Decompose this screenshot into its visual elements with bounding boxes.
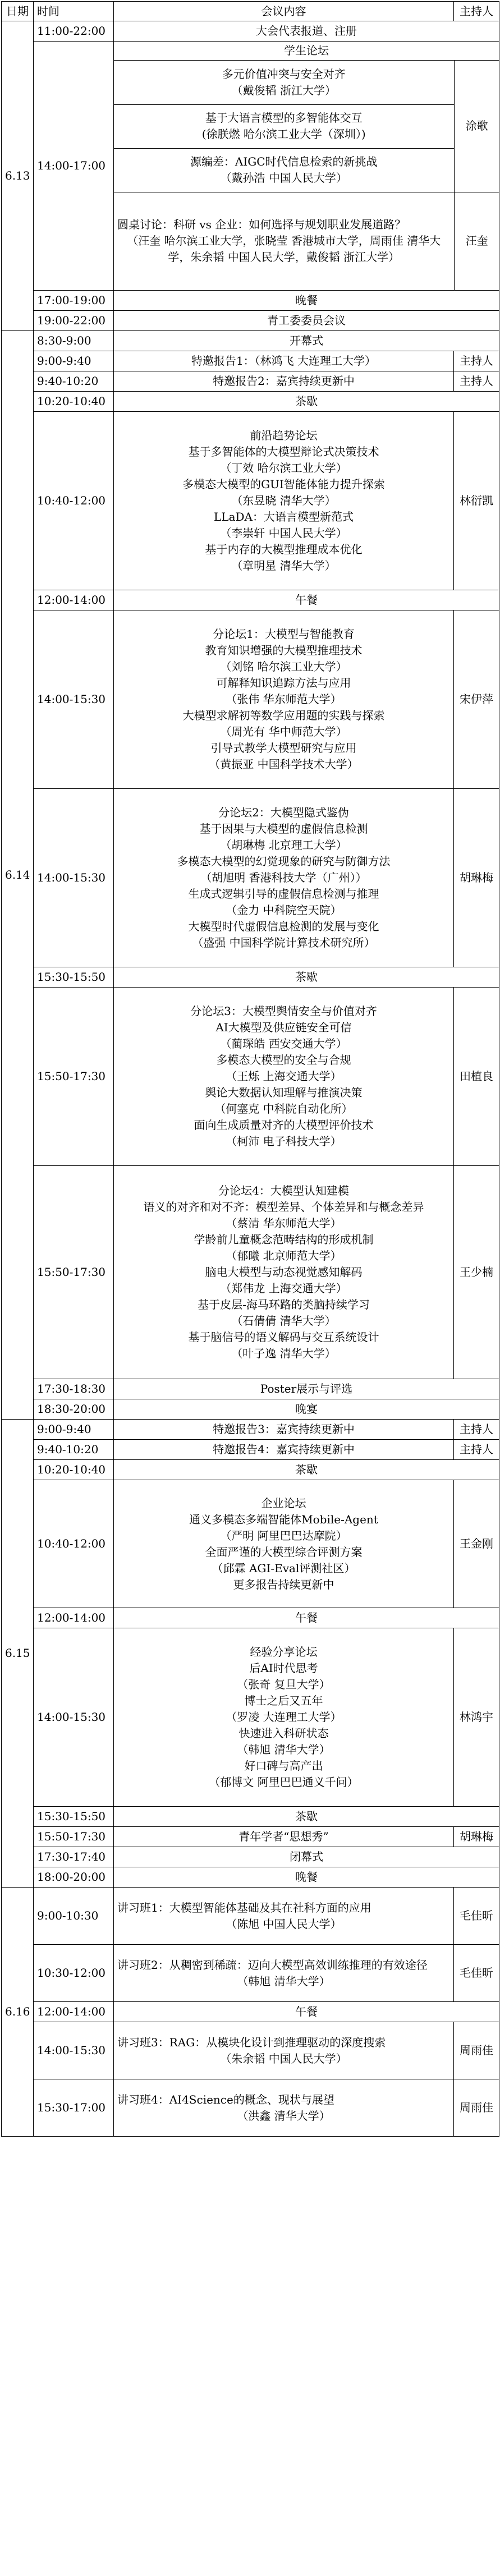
row-content: 午餐 <box>114 2002 499 2022</box>
talk-title: 面向生成质量对齐的大模型评价技术 <box>194 1118 374 1132</box>
talk-title: 教育知识增强的大模型推理技术 <box>205 644 363 657</box>
row-time: 15:30-15:50 <box>34 967 114 988</box>
host-cell: 主持人 <box>454 351 499 371</box>
row-content: 青年学者“思想秀” <box>114 1827 454 1847</box>
host-cell: 王金刚 <box>454 1480 499 1608</box>
table-row <box>2 1440 499 1460</box>
table-row <box>2 967 499 988</box>
table-row <box>2 1460 499 1480</box>
talk-speaker: （丁效 哈尔滨工业大学） <box>220 461 347 475</box>
table-row <box>2 2022 499 2079</box>
workshop-title: 讲习班1：大模型智能体基础及其在社科方面的应用 <box>117 1900 371 1914</box>
talk-title: 多模态大模型的GUI智能体能力提升探索 <box>182 477 385 491</box>
forum-title: 分论坛1：大模型与智能教育 <box>213 627 355 641</box>
row-time: 9:00-9:40 <box>34 1420 114 1440</box>
row-time: 17:00-19:00 <box>34 291 114 311</box>
row-content: 特邀报告3：嘉宾持续更新中 <box>114 1420 454 1440</box>
host-cell: 胡琳梅 <box>454 1827 499 1847</box>
talk-title: 后AI时代思考 <box>249 1661 318 1675</box>
row-time: 19:00-22:00 <box>34 311 114 331</box>
day-date: 6.16 <box>2 1888 34 2137</box>
host-cell: 主持人 <box>454 371 499 392</box>
host-cell: 胡琳梅 <box>454 789 499 967</box>
talk-speaker: （韩旭 清华大学） <box>237 1743 331 1756</box>
forum-block <box>114 412 454 590</box>
row-time: 10:40-12:00 <box>34 1480 114 1608</box>
header-host: 主持人 <box>454 2 499 21</box>
header-date: 日期 <box>2 2 34 21</box>
talk-title: 更多报告持续更新中 <box>233 1577 334 1591</box>
host-cell: 周雨佳 <box>454 2079 499 2137</box>
day-date: 6.15 <box>2 1420 34 1888</box>
talk-title: 大模型求解初等数学应用题的实践与探索 <box>182 709 385 722</box>
talk-speaker: （金力 中科院空天院） <box>226 903 342 917</box>
forum-block <box>114 1480 454 1608</box>
row-time: 18:00-20:00 <box>34 1867 114 1888</box>
row-time: 12:00-14:00 <box>34 590 114 610</box>
row-content: 晚餐 <box>114 291 499 311</box>
forum-title: 前沿趋势论坛 <box>250 429 318 442</box>
row-content: 茶歇 <box>114 967 499 988</box>
table-row <box>2 1807 499 1827</box>
forum-title: 经验分享论坛 <box>250 1645 318 1659</box>
talk-speaker: （刘铭 哈尔滨工业大学） <box>220 660 347 673</box>
workshop-block <box>114 2079 454 2137</box>
header-time: 时间 <box>34 2 114 21</box>
talk-title: 可解释知识追踪方法与应用 <box>216 676 351 690</box>
talk-speaker: （严明 阿里巴巴达摩院） <box>220 1528 347 1542</box>
talk-speaker: （叶子逸 清华大学） <box>231 1347 336 1360</box>
row-time: 11:00-22:00 <box>34 21 114 42</box>
talk-title: 语义的对齐和对不齐：模型差异、个体差异和与概念差异 <box>143 1200 424 1214</box>
day-date: 6.14 <box>2 331 34 1420</box>
table-row <box>2 1847 499 1867</box>
row-content: 午餐 <box>114 590 499 610</box>
forum-title: 分论坛4：大模型认知建模 <box>218 1184 349 1197</box>
row-time: 18:30-20:00 <box>34 1399 114 1420</box>
forum-block <box>114 610 454 789</box>
talk-speaker: （邱霖 AGI-Eval评测社区） <box>212 1561 356 1575</box>
row-time: 15:50-17:30 <box>34 988 114 1166</box>
host-cell: 汪奎 <box>454 192 499 290</box>
talk-speaker: （郑伟龙 上海交通大学） <box>220 1282 347 1295</box>
talk-title: 脑电大模型与动态视觉感知解码 <box>205 1265 363 1279</box>
talk-title: 多元价值冲突与安全对齐 <box>222 67 346 81</box>
workshop-block <box>114 2022 454 2079</box>
table-row <box>2 988 499 1166</box>
row-time: 14:00-15:30 <box>34 610 114 789</box>
row-time: 15:50-17:30 <box>34 1166 114 1379</box>
header-row <box>2 2 499 21</box>
talk-title: 学龄前儿童概念范畴结构的形成机制 <box>194 1233 374 1246</box>
talk-speaker: （汪奎 哈尔滨工业大学，张晓莹 香港城市大学，周雨佳 清华大学，朱余韬 中国人民大学，戴俊韬 浙江大学） <box>127 234 441 264</box>
forum-block <box>114 789 454 967</box>
row-time: 10:40-12:00 <box>34 412 114 590</box>
row-time: 15:30-17:00 <box>34 2079 114 2137</box>
row-time: 10:30-12:00 <box>34 1945 114 2002</box>
talk-title: 舆论大数据认知理解与推演决策 <box>205 1086 363 1099</box>
talk-speaker: （蔺琛皓 西安交通大学） <box>220 1037 347 1050</box>
forum-block <box>114 1628 454 1807</box>
row-time: 9:00-10:30 <box>34 1888 114 1945</box>
talk-speaker: （郁博文 阿里巴巴通义千问） <box>209 1775 359 1789</box>
talk-title: 引导式教学大模型研究与应用 <box>210 741 357 755</box>
row-time: 9:40-10:20 <box>34 371 114 392</box>
workshop-speaker: （陈旭 中国人民大学） <box>226 1917 342 1931</box>
talk-speaker: （黄振亚 中国科学技术大学） <box>209 757 359 771</box>
row-time: 14:00-15:30 <box>34 2022 114 2079</box>
table-row <box>2 1399 499 1420</box>
talk-title: LLaDA：大语言模型新范式 <box>214 510 354 524</box>
row-time: 10:20-10:40 <box>34 1460 114 1480</box>
host-cell: 毛佳昕 <box>454 1888 499 1945</box>
talk-title: 博士之后又五年 <box>244 1694 323 1707</box>
table-row <box>2 1608 499 1628</box>
row-time: 9:00-9:40 <box>34 351 114 371</box>
table-row <box>2 1166 499 1379</box>
talk-speaker: （柯沛 电子科技大学） <box>226 1135 342 1148</box>
forum-title: 分论坛3：大模型舆情安全与价值对齐 <box>190 1004 377 1018</box>
workshop-block <box>114 1888 454 1945</box>
table-row <box>2 1420 499 1440</box>
row-content: 晚宴 <box>114 1399 499 1420</box>
table-row <box>2 392 499 412</box>
host-cell: 田植良 <box>454 988 499 1166</box>
row-content: 大会代表报道、注册 <box>114 21 499 42</box>
talk-item <box>114 104 454 148</box>
talk-title: 多模态大模型的幻觉现象的研究与防御方法 <box>177 855 391 868</box>
table-row <box>2 42 499 61</box>
table-row <box>2 351 499 371</box>
talk-speaker: （胡旭明 香港科技大学（广州）） <box>200 871 367 884</box>
row-content: 闭幕式 <box>114 1847 499 1867</box>
host-cell: 主持人 <box>454 1440 499 1460</box>
table-row <box>2 291 499 311</box>
talk-speaker: （罗凌 大连理工大学） <box>226 1710 342 1724</box>
row-time: 9:40-10:20 <box>34 1440 114 1460</box>
row-time: 8:30-9:00 <box>34 331 114 351</box>
table-row <box>2 590 499 610</box>
row-time: 15:30-15:50 <box>34 1807 114 1827</box>
talk-title: 多模态大模型的安全与合规 <box>216 1053 351 1067</box>
talk-speaker: （蔡清 华东师范大学） <box>226 1216 342 1230</box>
workshop-title: 讲习班4：AI4Science的概念、现状与展望 <box>117 2092 334 2106</box>
table-row <box>2 1480 499 1608</box>
talk-title: 好口碑与高产出 <box>244 1759 323 1773</box>
header-content: 会议内容 <box>114 2 454 21</box>
table-row <box>2 2079 499 2137</box>
talk-speaker: （张奇 复旦大学） <box>237 1678 331 1691</box>
row-content: 晚餐 <box>114 1867 499 1888</box>
table-row <box>2 1628 499 1807</box>
talk-speaker: （王烁 上海交通大学） <box>226 1069 342 1083</box>
workshop-block <box>114 1945 454 2002</box>
talk-speaker: (徐朕燃 哈尔滨工业大学（深圳）) <box>201 127 366 141</box>
talk-speaker: （戴孙浩 中国人民大学） <box>220 171 347 185</box>
schedule-table <box>1 1 499 2137</box>
workshop-speaker: （朱余韬 中国人民大学） <box>220 2051 347 2065</box>
talk-title: 基于内存的大模型推理成本优化 <box>205 543 363 556</box>
table-row <box>2 412 499 590</box>
workshop-title: 讲习班2：从稠密到稀疏：迈向大模型高效训练推理的有效途径 <box>117 1958 428 1972</box>
table-row <box>2 1945 499 2002</box>
table-row <box>2 1827 499 1847</box>
talk-title: 基于脑信号的语义解码与交互系统设计 <box>188 1330 379 1344</box>
talk-item <box>114 148 454 192</box>
student-forum-block <box>114 61 499 291</box>
talk-speaker: （周光有 华中师范大学） <box>220 725 347 738</box>
talk-title: 源编差：AIGC时代信息检索的新挑战 <box>190 155 378 168</box>
talk-title: 生成式逻辑引导的虚假信息检测与推理 <box>188 887 379 901</box>
talk-item <box>114 192 454 290</box>
talk-speaker: （石倩倩 清华大学） <box>231 1314 336 1328</box>
table-row <box>2 789 499 967</box>
row-content: Poster展示与评选 <box>114 1379 499 1399</box>
talk-title: 全面严谨的大模型综合评测方案 <box>205 1545 363 1559</box>
workshop-speaker: （韩旭 清华大学） <box>237 1974 331 1988</box>
talk-speaker: （李崇轩 中国人民大学） <box>220 526 347 540</box>
row-time: 14:00-15:30 <box>34 789 114 967</box>
forum-title: 分论坛2：大模型隐式鉴伪 <box>218 806 349 819</box>
row-content: 特邀报告4：嘉宾持续更新中 <box>114 1440 454 1460</box>
talk-speaker: （何塞克 中科院自动化所） <box>214 1102 353 1115</box>
talk-title: 大模型时代虚假信息检测的发展与变化 <box>188 920 379 933</box>
talk-title: 通义多模态多端智能体Mobile-Agent <box>189 1512 378 1526</box>
row-content: 茶歇 <box>114 1460 499 1480</box>
talk-title: 圆桌讨论：科研 vs 企业：如何选择与规划职业发展道路？ <box>117 218 406 232</box>
talk-speaker: （郁曦 北京师范大学） <box>226 1249 342 1262</box>
forum-title: 学生论坛 <box>114 42 499 61</box>
row-time: 12:00-14:00 <box>34 2002 114 2022</box>
host-cell: 林鸿宇 <box>454 1628 499 1807</box>
talk-speaker: （戴俊韬 浙江大学） <box>231 83 336 97</box>
row-content: 午餐 <box>114 1608 499 1628</box>
row-content: 茶歇 <box>114 1807 499 1827</box>
table-row <box>2 331 499 351</box>
host-cell: 宋伊萍 <box>454 610 499 789</box>
host-cell: 王少楠 <box>454 1166 499 1379</box>
forum-title: 企业论坛 <box>261 1496 306 1510</box>
table-row <box>2 311 499 331</box>
host-cell: 涂歌 <box>454 61 499 192</box>
row-time: 14:00-15:30 <box>34 1628 114 1807</box>
forum-block <box>114 988 454 1166</box>
day-date: 6.13 <box>2 21 34 331</box>
talk-speaker: （张伟 华东师范大学） <box>226 692 342 706</box>
row-time: 14:00-17:00 <box>34 42 114 291</box>
row-time: 10:20-10:40 <box>34 392 114 412</box>
talk-title: 快速进入科研状态 <box>238 1726 329 1740</box>
talk-speaker: （盛强 中国科学院计算技术研究所） <box>192 936 375 949</box>
workshop-title: 讲习班3：RAG：从模块化设计到推理驱动的深度搜索 <box>117 2035 386 2049</box>
row-content: 特邀报告2：嘉宾持续更新中 <box>114 371 454 392</box>
table-row <box>2 610 499 789</box>
talk-title: 基于因果与大模型的虚假信息检测 <box>199 822 368 835</box>
row-time: 17:30-18:30 <box>34 1379 114 1399</box>
table-row <box>2 21 499 42</box>
row-content: 茶歇 <box>114 392 499 412</box>
table-row <box>2 1867 499 1888</box>
talk-title: AI大模型及供应链安全可信 <box>215 1021 352 1034</box>
talk-speaker: （东昱晓 清华大学） <box>231 494 336 507</box>
row-time: 15:50-17:30 <box>34 1827 114 1847</box>
host-cell: 林衍凯 <box>454 412 499 590</box>
workshop-speaker: （洪鑫 清华大学） <box>237 2109 331 2123</box>
talk-title: 基于皮层-海马环路的类脑持续学习 <box>198 1298 370 1311</box>
forum-block <box>114 1166 454 1379</box>
table-row <box>2 371 499 392</box>
talk-speaker: （章明星 清华大学） <box>231 559 336 572</box>
talk-title: 基于多智能体的大模型辩论式决策技术 <box>188 445 379 458</box>
table-row <box>2 1379 499 1399</box>
row-time: 17:30-17:40 <box>34 1847 114 1867</box>
host-cell: 毛佳昕 <box>454 1945 499 2002</box>
row-time: 12:00-14:00 <box>34 1608 114 1628</box>
table-row <box>2 2002 499 2022</box>
table-row <box>2 1888 499 1945</box>
host-cell: 主持人 <box>454 1420 499 1440</box>
row-content: 开幕式 <box>114 331 499 351</box>
row-content: 青工委委员会议 <box>114 311 499 331</box>
host-cell: 周雨佳 <box>454 2022 499 2079</box>
row-content: 特邀报告1：（林鸿飞 大连理工大学） <box>114 351 454 371</box>
talk-item <box>114 61 454 104</box>
talk-speaker: （胡琳梅 北京理工大学） <box>220 838 347 852</box>
talk-title: 基于大语言模型的多智能体交互 <box>205 111 363 125</box>
